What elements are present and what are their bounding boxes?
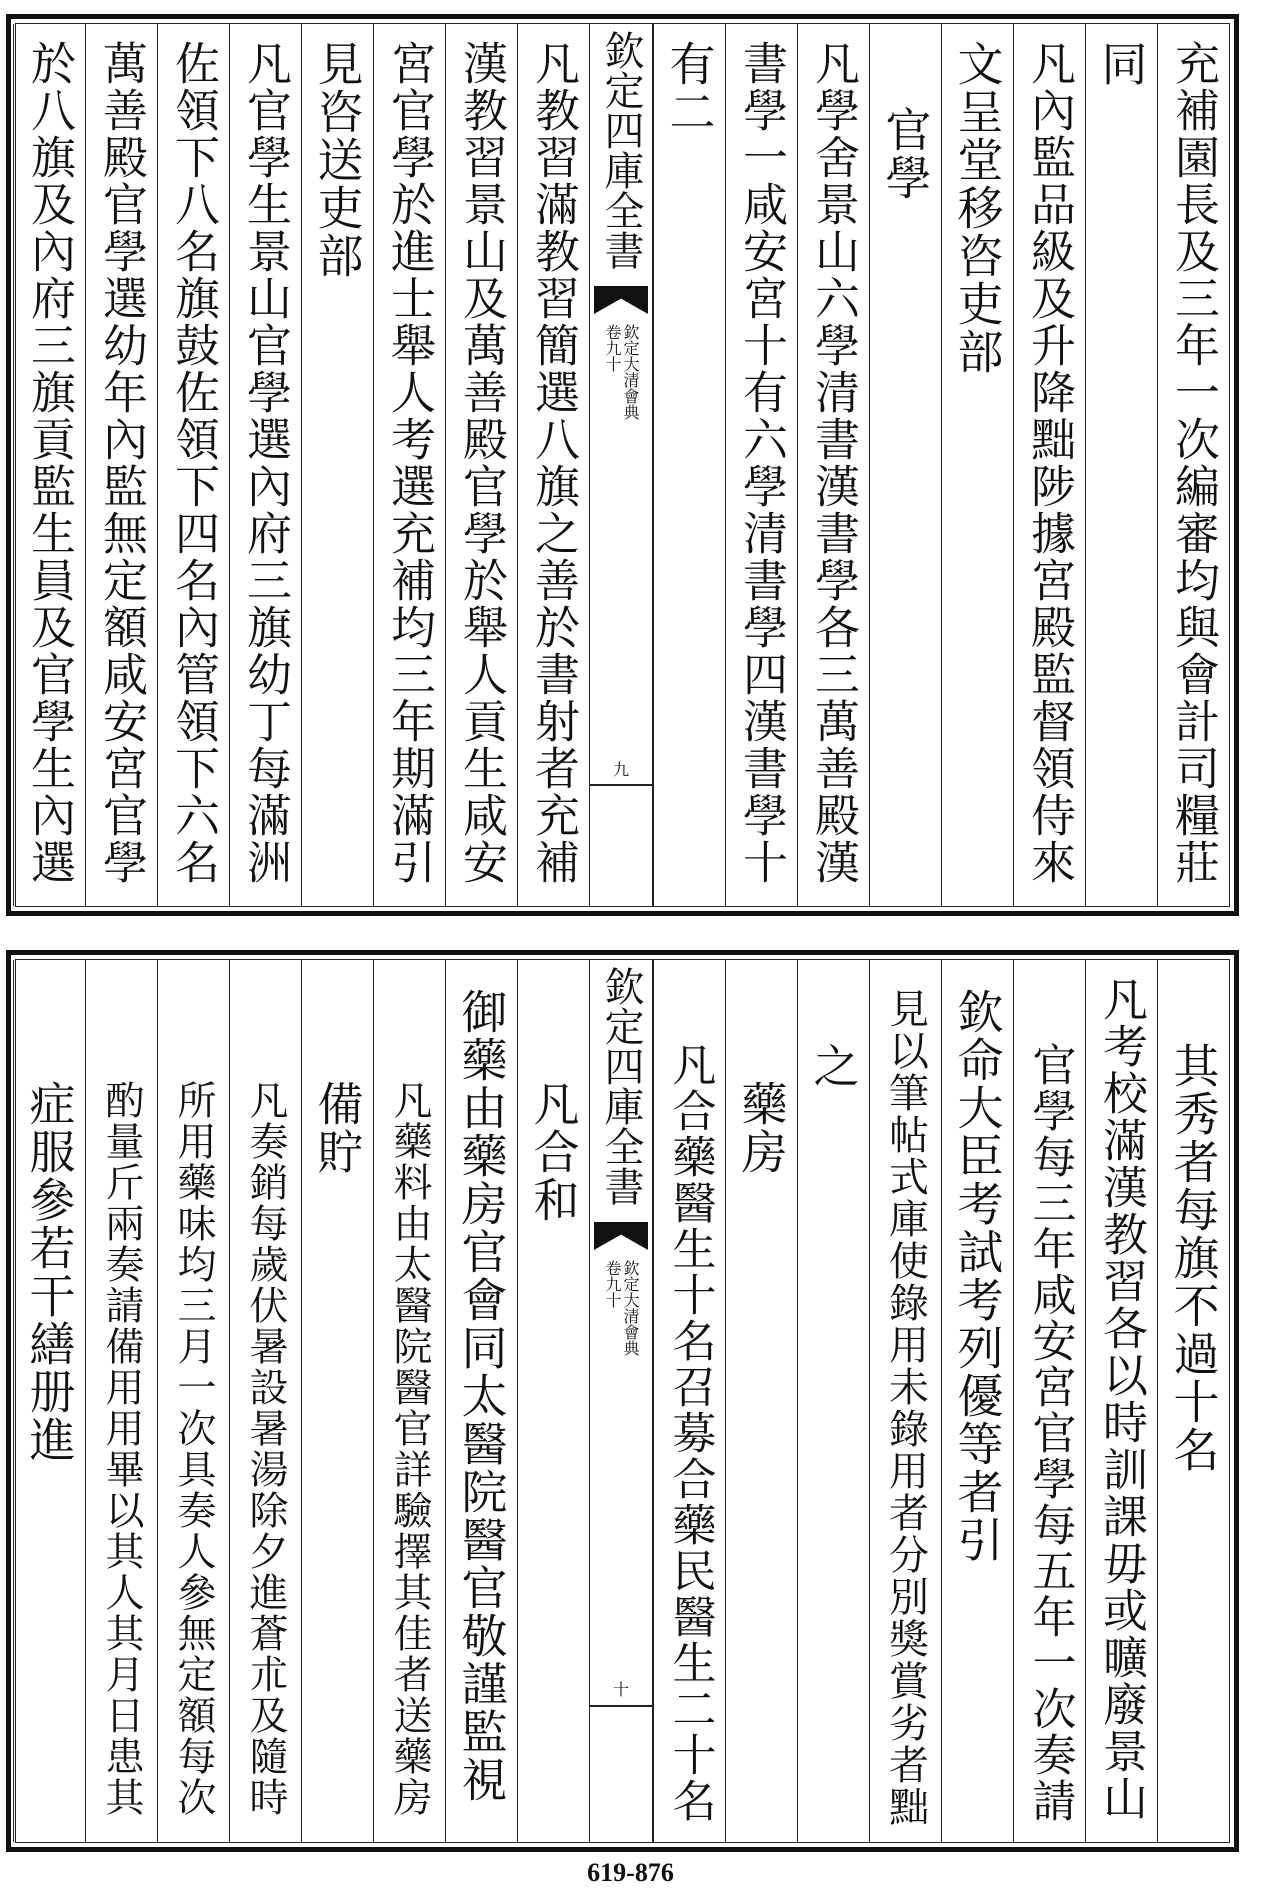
text-column <box>85 960 157 1842</box>
column-text: 凡合藥醫生十名召募合藥民醫生二十名 <box>664 1042 716 1824</box>
column-text: 症服參若干繕册進 <box>22 1080 77 1464</box>
column-text: 官學 <box>878 106 933 202</box>
text-column <box>517 960 589 1842</box>
banxin-subtitle <box>604 1260 638 1356</box>
column-text: 凡考校滿漢教習各以時訓課毋或曠廢景山 <box>1095 976 1148 1822</box>
column-text: 有二 <box>662 40 717 136</box>
text-column <box>1157 24 1229 906</box>
banxin-divider <box>590 1705 652 1707</box>
column-text: 藥房 <box>734 1080 789 1176</box>
text-column <box>797 24 869 906</box>
banxin-volume: 卷九十 <box>603 1260 622 1308</box>
text-column <box>445 24 517 906</box>
column-text: 其秀者每旗不過十名 <box>1166 1042 1221 1474</box>
text-column <box>653 24 725 906</box>
column-text: 見咨送吏部 <box>310 40 365 280</box>
top-page <box>6 14 1239 916</box>
column-text: 官學每三年咸安宮官學每五年一次奏請 <box>1024 1042 1076 1824</box>
column-text: 凡官學生景山官學選內府三旗幼丁每滿洲 <box>239 40 292 886</box>
text-column <box>1085 24 1157 906</box>
column-text: 備貯 <box>310 1080 365 1176</box>
column-text: 書學一咸安宮十有六學清書學四漢書學十 <box>735 40 788 886</box>
column-text: 佐領下八名旗鼓佐領下四名內管領下六名 <box>167 40 220 886</box>
text-column <box>13 960 85 1842</box>
banxin-subtitle <box>604 324 638 420</box>
column-text: 凡教習滿教習簡選八旗之善於書射者充補 <box>527 40 580 886</box>
column-text: 所用藥味均三月一次具奏人參無定額每次 <box>171 1080 216 1818</box>
text-column <box>517 24 589 906</box>
text-column <box>1013 960 1085 1842</box>
text-column <box>1013 24 1085 906</box>
banxin-volume: 卷九十 <box>603 324 622 372</box>
text-column <box>85 24 157 906</box>
column-text: 見以筆帖式庫使錄用未錄用者分別獎賞劣者黜 <box>882 988 929 1828</box>
column-text: 充補園長及三年一次編審均與會計司糧莊 <box>1167 40 1220 886</box>
column-text: 漢教習景山及萬善殿官學於舉人貢生咸安 <box>455 40 508 886</box>
text-column <box>725 24 797 906</box>
text-column <box>373 24 445 906</box>
text-column <box>445 960 517 1842</box>
column-text: 御藥由藥房官會同太醫院醫官敬謹監視 <box>454 988 509 1804</box>
text-column <box>13 24 85 906</box>
column-text: 萬善殿官學選幼年內監無定額咸安宮官學 <box>95 40 148 886</box>
fishtail-mark-icon <box>594 1222 648 1250</box>
text-column <box>157 960 229 1842</box>
banxin-page-number: 九 <box>612 760 630 779</box>
text-column <box>869 960 941 1842</box>
column-text: 欽命大臣考試考列優等者引 <box>950 988 1005 1564</box>
column-text: 於八旗及內府三旗貢監生員及官學生內選 <box>23 40 76 886</box>
bottom-page <box>6 950 1239 1852</box>
text-column <box>941 24 1013 906</box>
banxin-divider <box>590 784 652 786</box>
column-text: 文呈堂移咨吏部 <box>950 40 1005 376</box>
column-text: 凡內監品級及升降黜陟據宮殿監督領侍來 <box>1023 40 1076 886</box>
banxin-center-fold <box>589 960 653 1842</box>
column-text: 凡學舍景山六學清書漢書學各三萬善殿漢 <box>807 40 860 886</box>
column-text: 凡藥料由太醫院醫官詳驗擇其佳者送藥房 <box>387 1080 432 1818</box>
text-column <box>157 24 229 906</box>
banxin-title: 欽定四庫全書 <box>598 30 644 270</box>
top-page-frame <box>15 23 1230 907</box>
text-column <box>941 960 1013 1842</box>
column-text: 之 <box>806 1042 861 1090</box>
text-column <box>653 960 725 1842</box>
column-text: 凡合和 <box>526 1080 581 1224</box>
column-text: 凡奏銷每歲伏暑設暑湯除夕進蒼朮及隨時 <box>243 1080 288 1818</box>
banxin-title: 欽定四庫全書 <box>598 966 644 1206</box>
fishtail-mark-icon <box>594 286 648 314</box>
column-text: 酌量斤兩奏請備用用畢以其人其月日患其 <box>99 1080 144 1818</box>
text-column <box>869 24 941 906</box>
column-text: 宮官學於進士舉人考選充補均三年期滿引 <box>383 40 436 886</box>
text-column <box>1157 960 1229 1842</box>
text-column <box>301 960 373 1842</box>
banxin-center-fold <box>589 24 653 906</box>
text-column <box>797 960 869 1842</box>
column-text: 同 <box>1094 40 1149 88</box>
text-column <box>373 960 445 1842</box>
banxin-book-title: 欽定大清會典 <box>621 324 640 420</box>
footer-page-number: 619-876 <box>587 1858 674 1887</box>
text-column <box>1085 960 1157 1842</box>
text-column <box>301 24 373 906</box>
bottom-page-frame <box>15 959 1230 1843</box>
text-column <box>229 24 301 906</box>
text-column <box>725 960 797 1842</box>
banxin-book-title: 欽定大清會典 <box>621 1260 640 1356</box>
text-column <box>229 960 301 1842</box>
banxin-page-number: 十 <box>612 1680 630 1699</box>
